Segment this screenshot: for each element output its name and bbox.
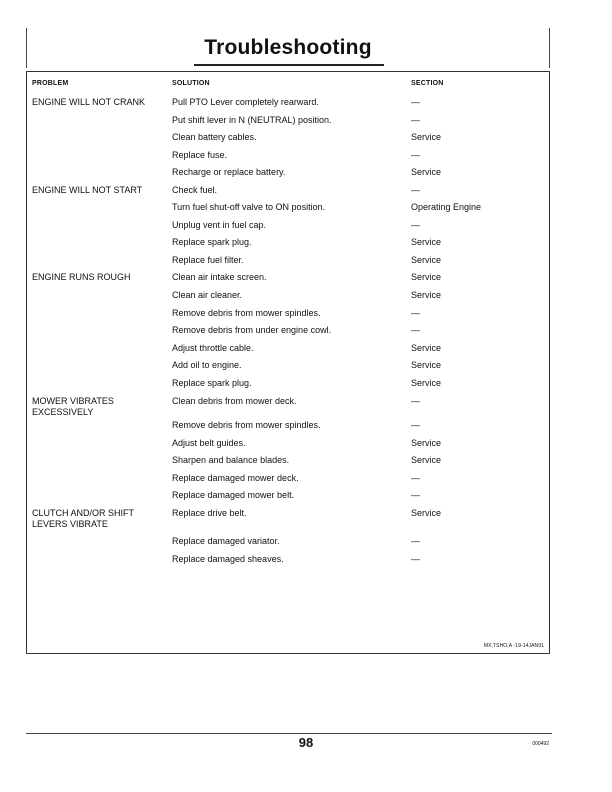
section-cell: — <box>411 396 420 406</box>
solution-cell: Unplug vent in fuel cap. <box>172 220 267 230</box>
header-problem: PROBLEM <box>32 80 69 87</box>
solution-cell: Replace fuel filter. <box>172 255 244 265</box>
page-title: Troubleshooting <box>204 36 372 59</box>
solution-cell: Remove debris from mower spindles. <box>172 308 321 318</box>
solution-cell: Recharge or replace battery. <box>172 167 286 177</box>
solution-cell: Clean debris from mower deck. <box>172 396 297 406</box>
solution-cell: Adjust belt guides. <box>172 438 246 448</box>
section-cell: — <box>411 150 420 160</box>
section-cell: — <box>411 308 420 318</box>
solution-cell: Add oil to engine. <box>172 360 242 370</box>
section-cell: — <box>411 115 420 125</box>
solution-cell: Clean air intake screen. <box>172 272 267 282</box>
solution-cell: Replace spark plug. <box>172 237 252 247</box>
solution-cell: Remove debris from under engine cowl. <box>172 325 332 335</box>
section-cell: — <box>411 97 420 107</box>
solution-cell: Clean battery cables. <box>172 132 257 142</box>
section-cell: Service <box>411 167 442 177</box>
solution-cell: Replace damaged mower belt. <box>172 490 295 500</box>
section-cell: Service <box>411 360 442 370</box>
problem-cell: MOWER VIBRATES EXCESSIVELY <box>32 396 114 417</box>
title-underline <box>194 64 384 66</box>
solution-cell: Replace fuse. <box>172 150 228 160</box>
solution-cell: Adjust throttle cable. <box>172 343 254 353</box>
bottom-rule <box>26 733 552 734</box>
section-cell: Service <box>411 132 442 142</box>
section-cell: Service <box>411 438 442 448</box>
section-cell: — <box>411 420 420 430</box>
solution-cell: Turn fuel shut-off valve to ON position. <box>172 202 326 212</box>
header-solution: SOLUTION <box>172 80 210 87</box>
section-cell: — <box>411 554 420 564</box>
solution-cell: Replace damaged sheaves. <box>172 554 284 564</box>
solution-cell: Replace damaged variator. <box>172 536 280 546</box>
section-cell: Service <box>411 272 442 282</box>
problem-cell: CLUTCH AND/OR SHIFT LEVERS VIBRATE <box>32 508 134 529</box>
solution-cell: Put shift lever in N (NEUTRAL) position. <box>172 115 332 125</box>
section-cell: — <box>411 220 420 230</box>
section-cell: Service <box>411 343 442 353</box>
section-cell: — <box>411 490 420 500</box>
problem-cell: ENGINE WILL NOT START <box>32 185 143 195</box>
solution-cell: Replace drive belt. <box>172 508 247 518</box>
problem-cell: ENGINE WILL NOT CRANK <box>32 97 146 107</box>
problem-cell: ENGINE RUNS ROUGH <box>32 272 131 282</box>
section-cell: Service <box>411 255 442 265</box>
section-cell: Operating Engine <box>411 202 482 212</box>
document-id: 000492 <box>532 741 549 747</box>
solution-cell: Clean air cleaner. <box>172 290 243 300</box>
section-cell: Service <box>411 455 442 465</box>
header-section: SECTION <box>411 80 444 87</box>
page-number: 98 <box>298 735 314 750</box>
section-cell: — <box>411 473 420 483</box>
section-cell: — <box>411 185 420 195</box>
section-cell: Service <box>411 237 442 247</box>
solution-cell: Replace spark plug. <box>172 378 252 388</box>
footer-code: MX,TSHO,A -19-14JAN91 <box>483 643 544 649</box>
solution-cell: Check fuel. <box>172 185 218 195</box>
title-block <box>26 28 550 68</box>
section-cell: Service <box>411 378 442 388</box>
section-cell: Service <box>411 508 442 518</box>
solution-cell: Pull PTO Lever completely rearward. <box>172 97 319 107</box>
solution-cell: Remove debris from mower spindles. <box>172 420 321 430</box>
section-cell: — <box>411 536 420 546</box>
solution-cell: Sharpen and balance blades. <box>172 455 290 465</box>
solution-cell: Replace damaged mower deck. <box>172 473 299 483</box>
section-cell: Service <box>411 290 442 300</box>
section-cell: — <box>411 325 420 335</box>
